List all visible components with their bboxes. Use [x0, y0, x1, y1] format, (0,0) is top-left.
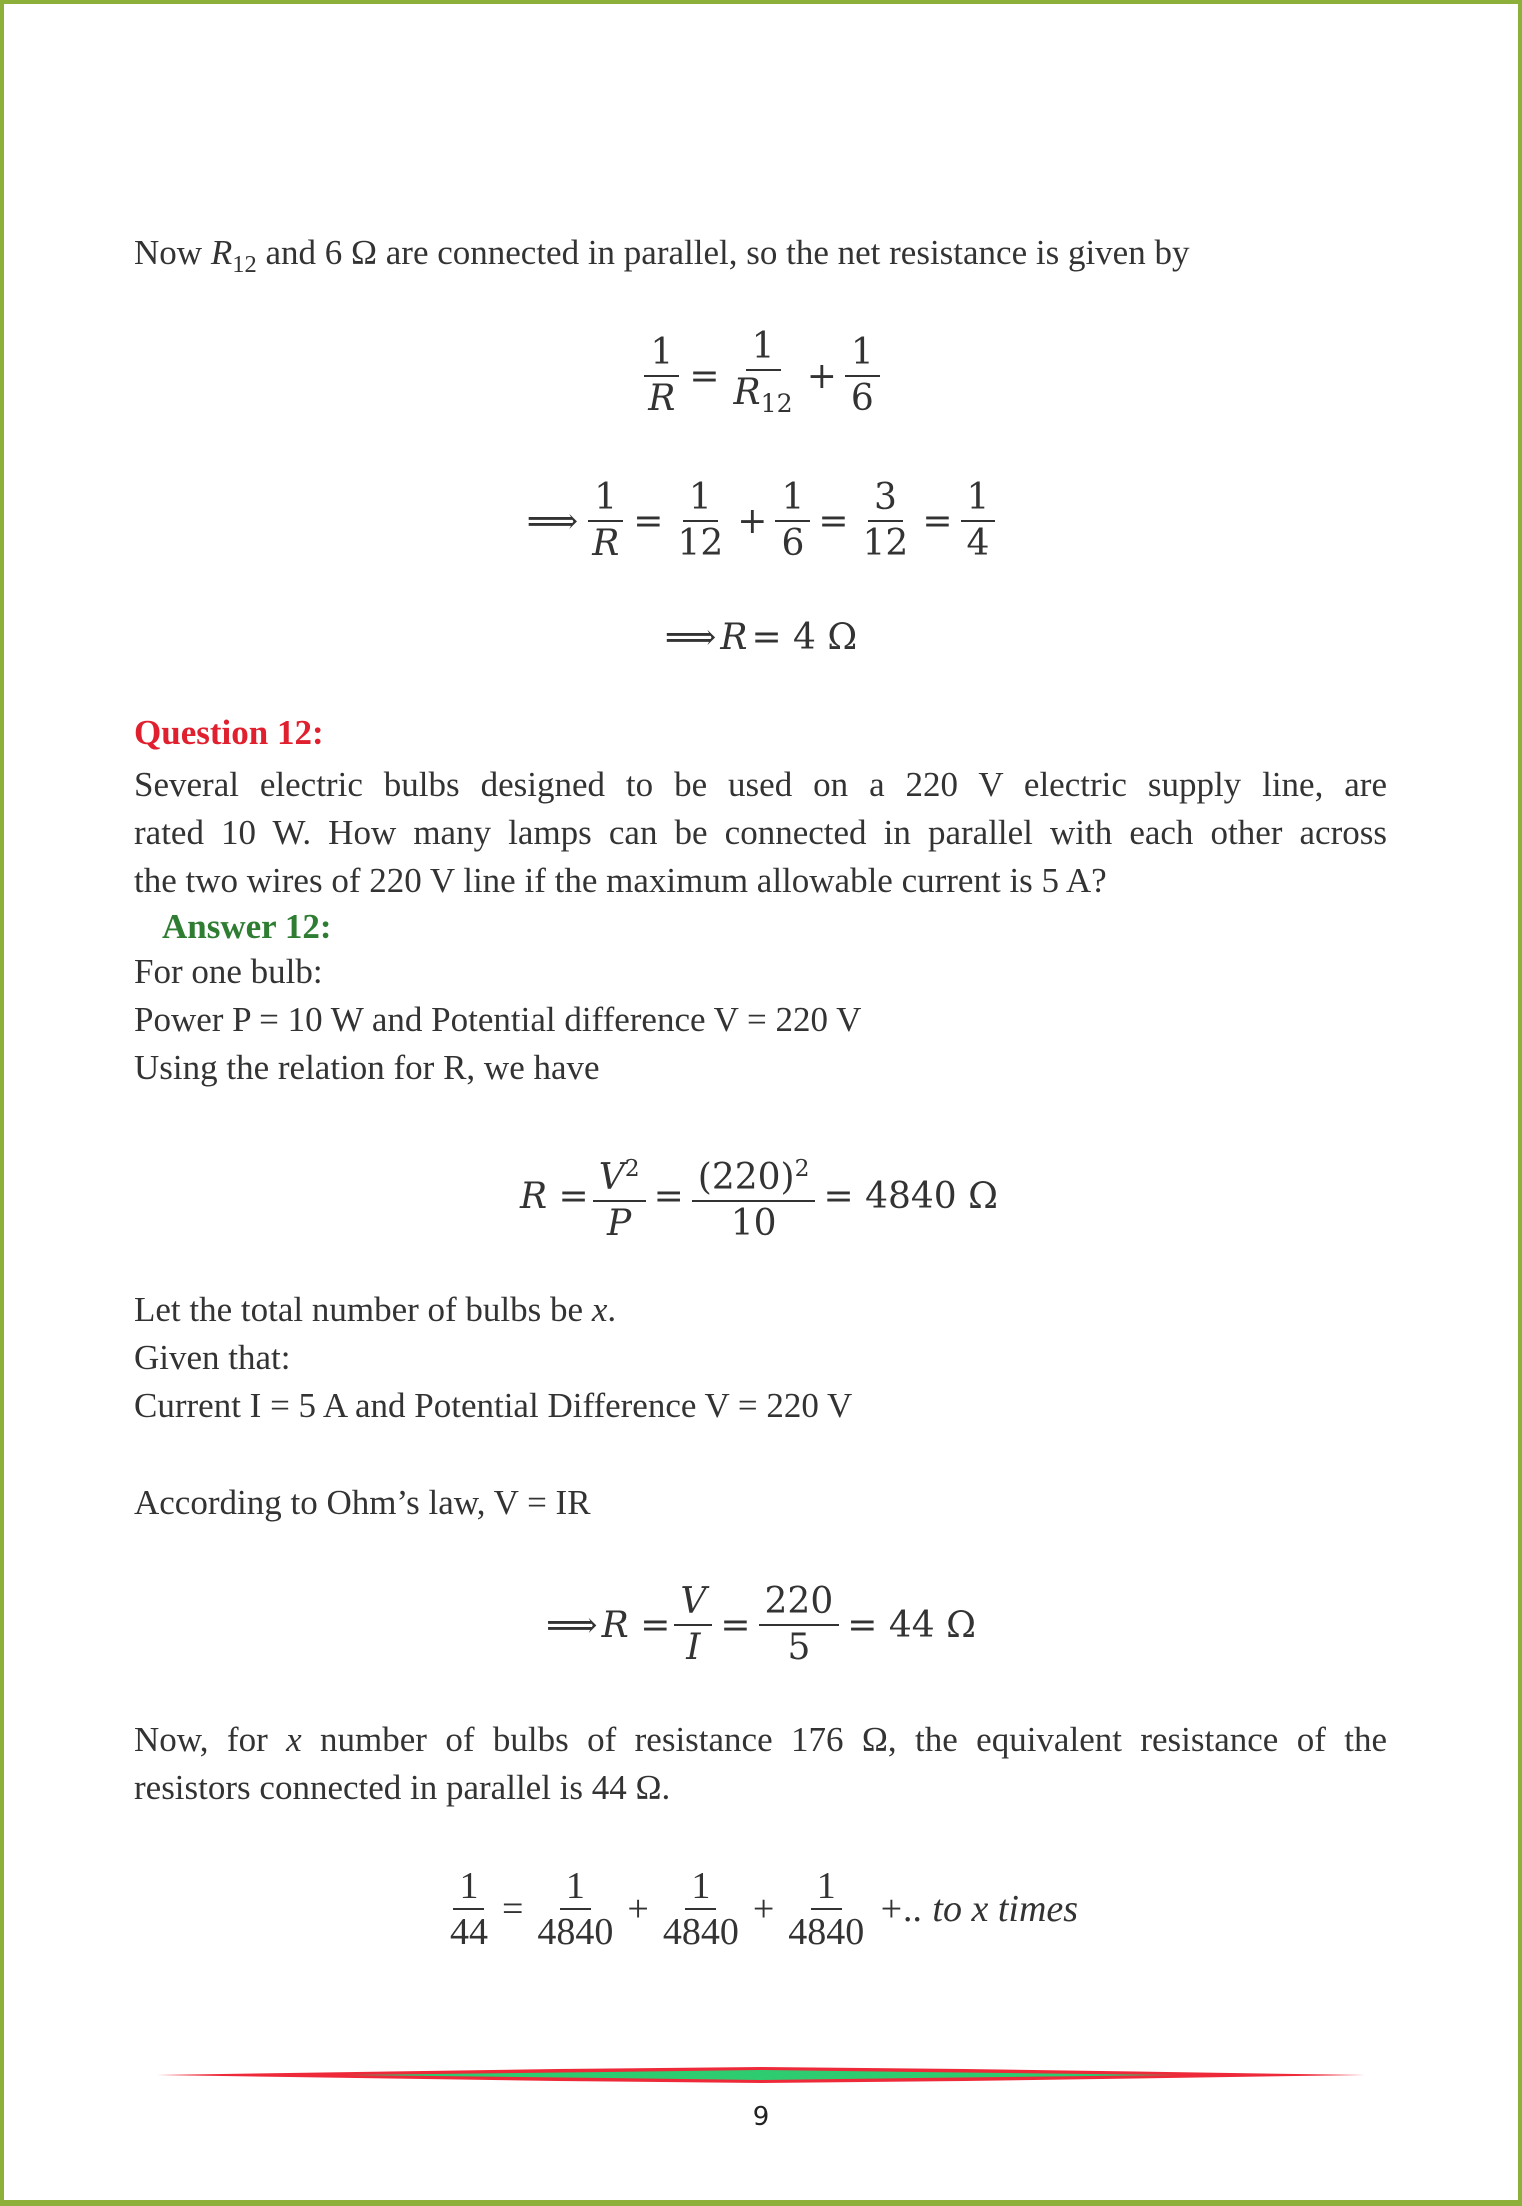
equation-result: ⟹ R = 4 Ω [664, 616, 858, 658]
answer-line: Current I = 5 A and Potential Difference V = 220 V [134, 1386, 853, 1425]
equation-parallel-calc: ⟹ $\frac{1}{R}$ = $\frac{1}{12}$ + $\frac{1}{6}$ = $\frac{3}{12}$ = $\frac{1}{4}$ [0, 471, 1522, 571]
page-number: 9 [752, 2102, 770, 2132]
question-line: Several electric bulbs designed to be used on a 220 V electric supply line, are [134, 765, 1387, 804]
answer-line: Given that: [134, 1338, 291, 1377]
question-line: the two wires of 220 V line if the maximum allowable current is 5 A? [134, 861, 1107, 900]
answer-line: Let the total number of bulbs be x. [134, 1290, 617, 1329]
equation-sum: $\frac{1}{44}$ = $\frac{1}{4840}$ + $\frac{1}{4840}$ + $\frac{1}{4840}$ +.. to x times [449, 1865, 1079, 1953]
intro-text: Now $R_{12}$ and 6 Ω are connected in parallel, so the net resistance is given by [134, 233, 1190, 278]
footer-divider [157, 2066, 1365, 2084]
answer-line: According to Ohm’s law, V = IR [134, 1483, 591, 1522]
answer-line: Using the relation for R, we have [134, 1048, 600, 1087]
equation-ohms-law: ⟹ R = $\frac{V}{I}$ = $\frac{220}{5}$ = 44 Ω [546, 1581, 976, 1668]
question-line: rated 10 W. How many lamps can be connected in parallel with each other across [134, 813, 1387, 852]
answer-line: Now, for x number of bulbs of resistance 176 Ω, the equivalent resistance of the [134, 1720, 1387, 1759]
answer-line: Power P = 10 W and Potential difference V = 220 V [134, 1000, 862, 1039]
equation-parallel-formula: $\frac{1}{R}$ = $\frac{1}{R_{12}}$ + $\frac{1}{6}$ [0, 326, 1522, 426]
answer-title: Answer 12: [162, 907, 332, 946]
answer-line: For one bulb: [134, 952, 323, 991]
answer-line: resistors connected in parallel is 44 Ω. [134, 1768, 671, 1807]
question-title: Question 12: [134, 713, 324, 752]
equation-bulb-resistance: R = $\frac{V^2}{P}$ = $\frac{(220)^2}{10}$ = 4840 Ω [0, 1146, 1522, 1246]
